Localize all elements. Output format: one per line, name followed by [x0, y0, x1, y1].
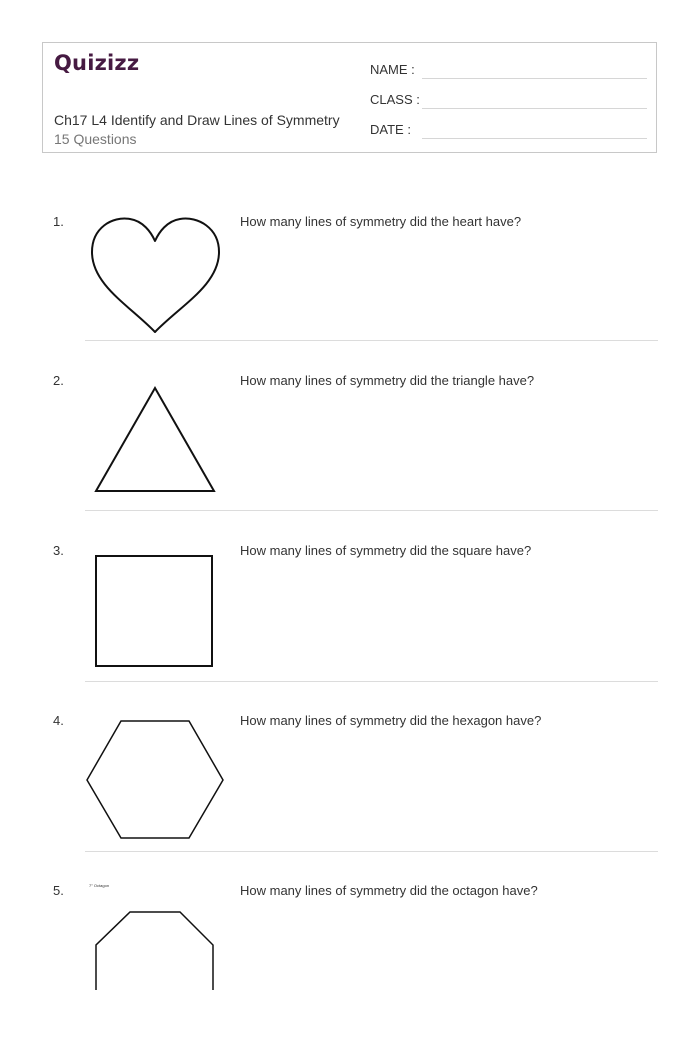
question-number: 3.: [53, 543, 64, 558]
worksheet-title: Ch17 L4 Identify and Draw Lines of Symmetry: [54, 112, 340, 128]
quizizz-logo: Quizizz: [54, 51, 140, 75]
name-field[interactable]: [422, 78, 647, 79]
worksheet-header: [42, 42, 657, 153]
question-item: [0, 883, 700, 1053]
name-label: NAME :: [370, 62, 415, 77]
question-text: How many lines of symmetry did the triangle have?: [240, 373, 535, 388]
question-item: [0, 373, 700, 543]
heart-icon: [84, 214, 224, 338]
date-field[interactable]: [422, 138, 647, 139]
octagon-icon: [84, 883, 224, 990]
question-text: How many lines of symmetry did the octagon have?: [240, 883, 538, 898]
class-field[interactable]: [422, 108, 647, 109]
question-count: 15 Questions: [54, 131, 137, 147]
question-divider: [85, 510, 658, 511]
question-text: How many lines of symmetry did the heart have?: [240, 214, 522, 229]
question-text: How many lines of symmetry did the hexagon have?: [240, 713, 542, 728]
hexagon-icon: [84, 713, 229, 843]
question-number: 2.: [53, 373, 64, 388]
question-item: [0, 713, 700, 883]
question-text: How many lines of symmetry did the square have?: [240, 543, 532, 558]
date-label: DATE :: [370, 122, 411, 137]
question-number: 5.: [53, 883, 64, 898]
octagon-caption: 7° Octagon: [89, 883, 110, 888]
question-item: [0, 214, 700, 384]
question-divider: [85, 851, 658, 852]
question-divider: [85, 340, 658, 341]
question-item: [0, 543, 700, 713]
question-number: 4.: [53, 713, 64, 728]
question-divider: [85, 681, 658, 682]
question-number: 1.: [53, 214, 64, 229]
triangle-icon: [84, 373, 224, 497]
square-icon: [84, 543, 224, 673]
class-label: CLASS :: [370, 92, 420, 107]
